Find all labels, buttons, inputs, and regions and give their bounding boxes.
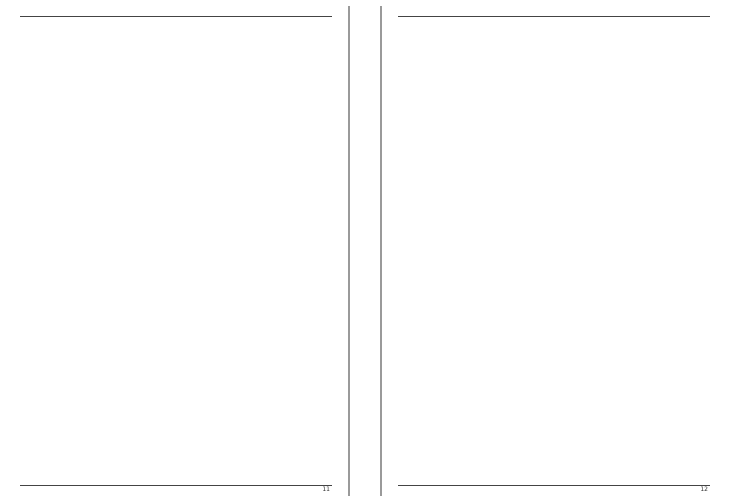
right-running-head xyxy=(398,8,710,17)
left-line xyxy=(20,42,334,52)
right-line xyxy=(398,52,712,62)
right-line xyxy=(398,42,712,52)
right-body-text xyxy=(398,42,712,482)
left-running-foot xyxy=(20,485,332,494)
left-line xyxy=(20,72,334,82)
right-running-foot xyxy=(398,485,710,494)
right-page xyxy=(380,6,726,496)
right-line xyxy=(398,62,712,72)
left-page xyxy=(4,6,350,496)
left-line xyxy=(20,62,334,72)
left-line xyxy=(20,52,334,62)
left-running-head xyxy=(20,8,332,17)
right-page-number: 12 xyxy=(700,486,708,493)
right-line xyxy=(398,72,712,82)
left-body-text xyxy=(20,42,334,482)
left-page-number: 11 xyxy=(322,486,330,493)
